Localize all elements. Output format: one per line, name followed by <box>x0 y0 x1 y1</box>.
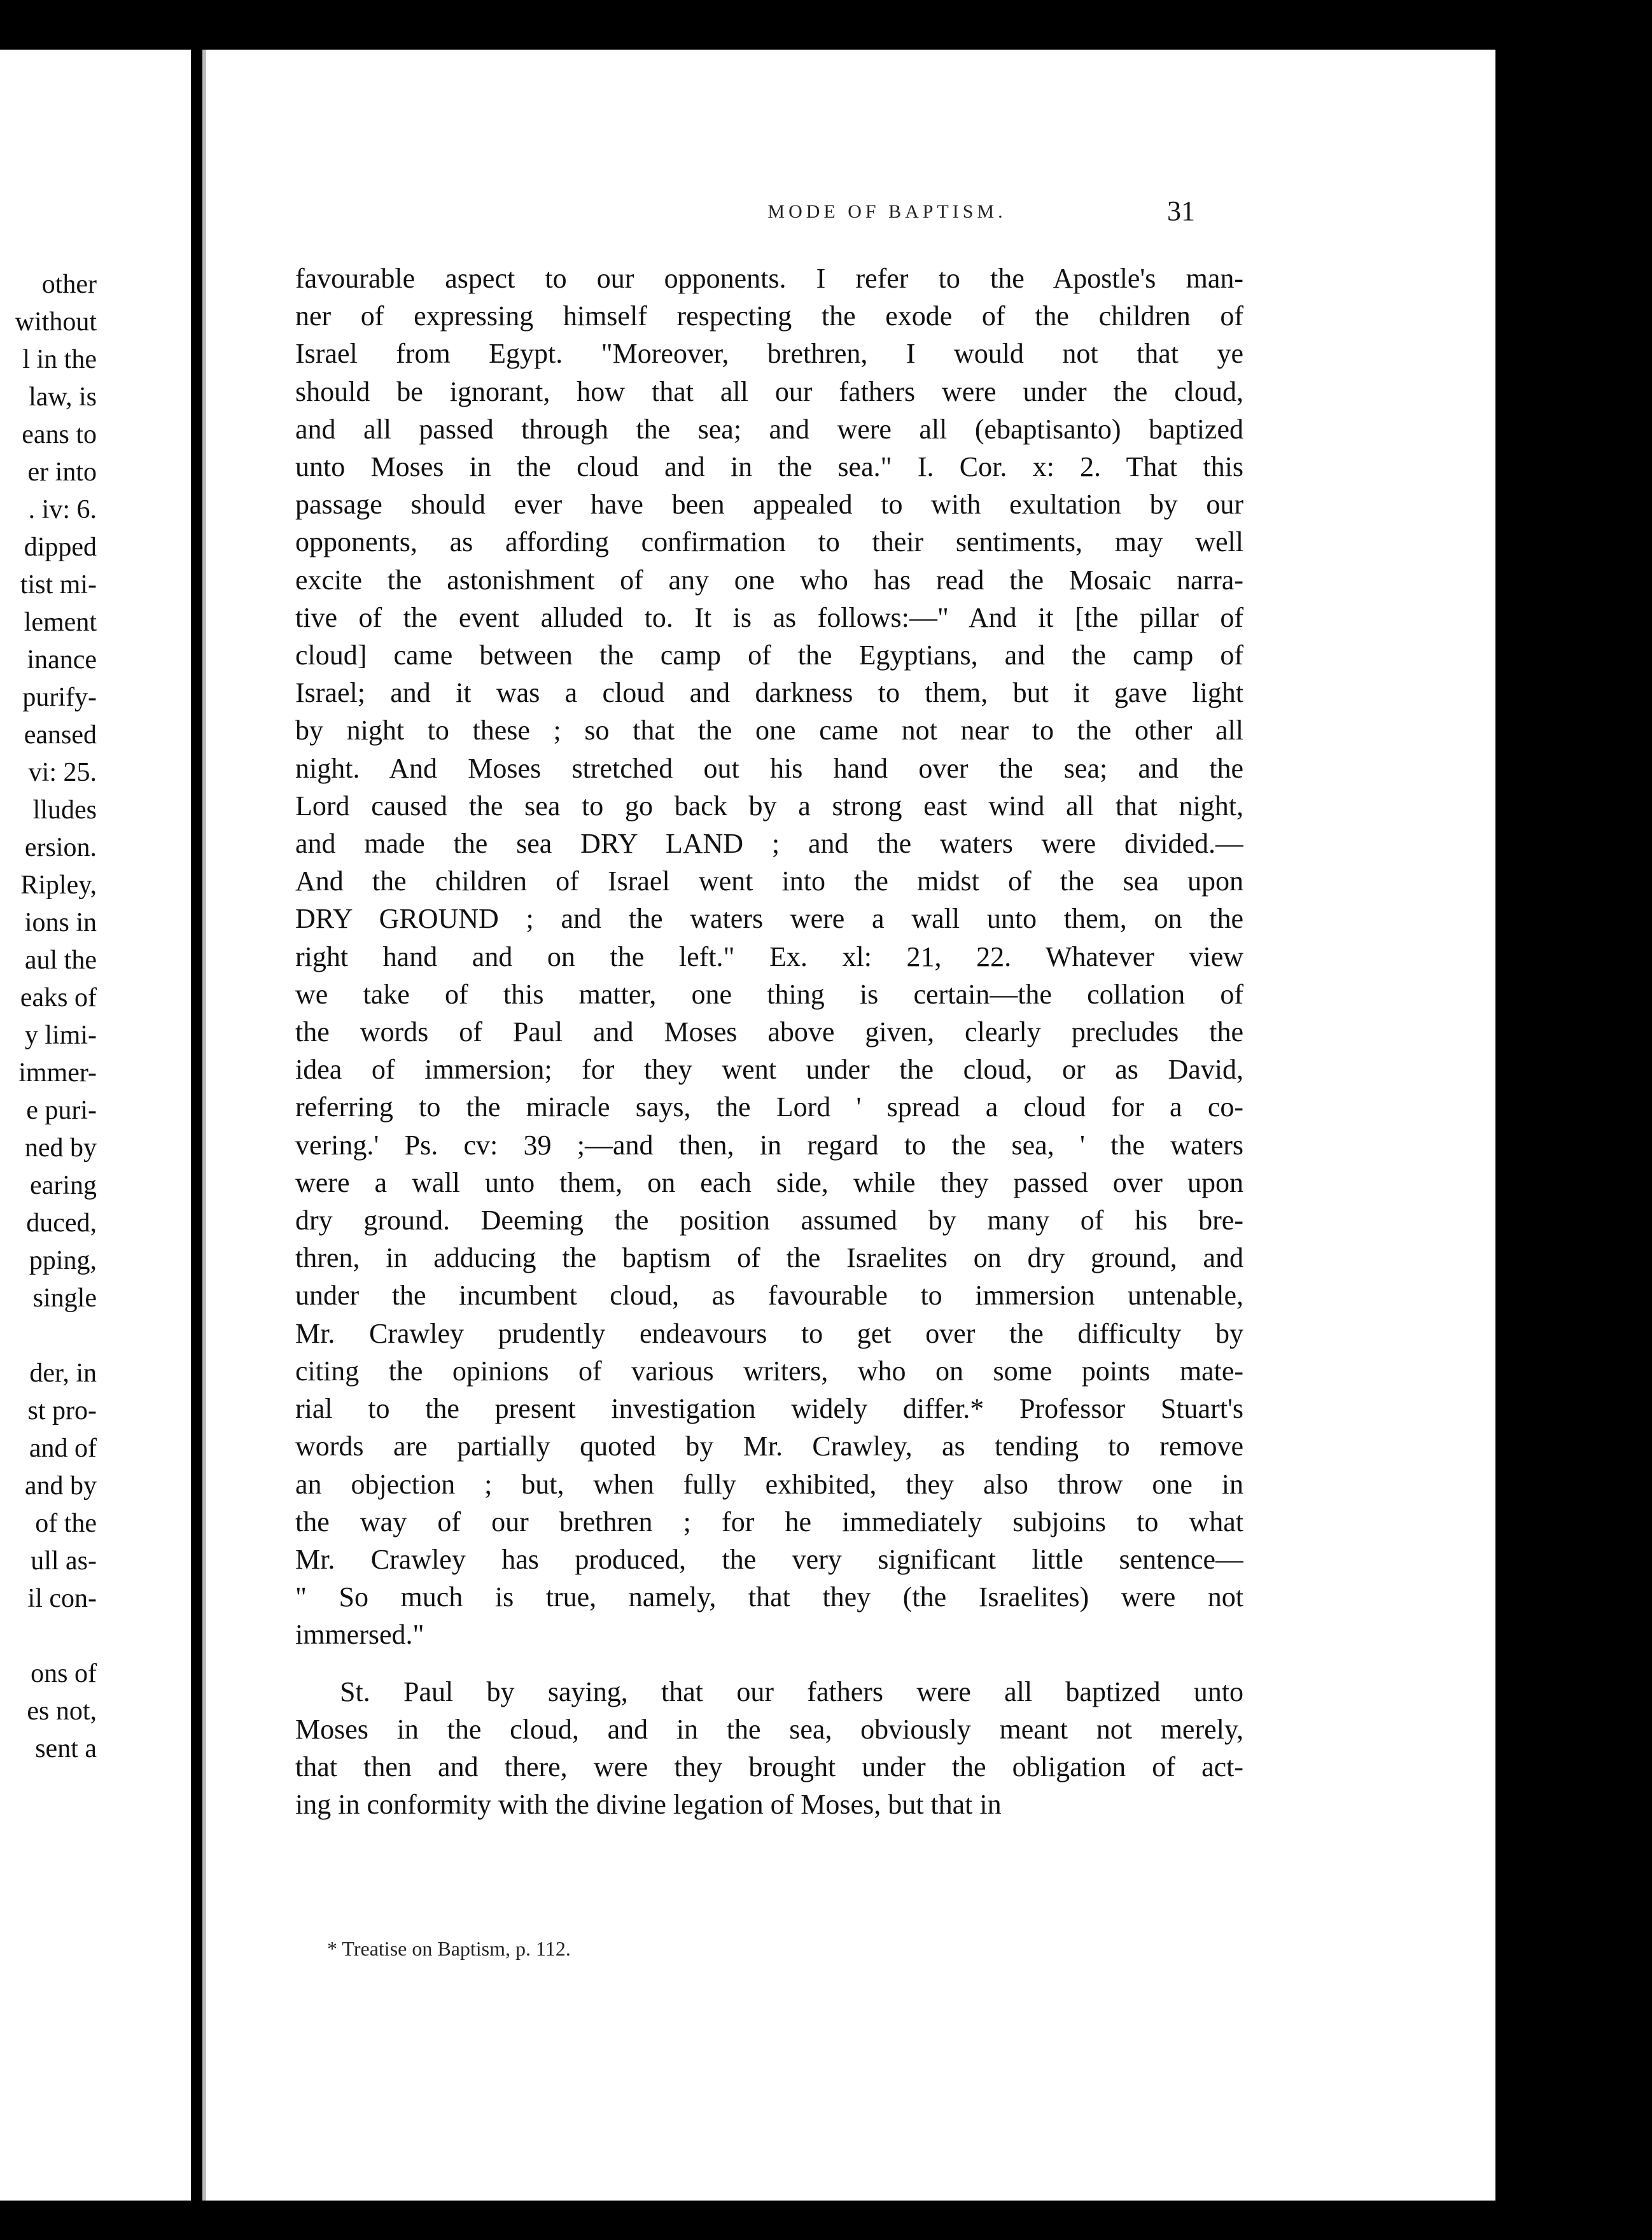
book-gutter <box>191 0 202 2240</box>
left-fragment-line: es not, <box>27 1697 97 1726</box>
left-fragment-line: duced, <box>26 1208 97 1238</box>
text-line: citing the opinions of various writers, who on some points mate- <box>295 1355 1243 1387</box>
text-line: by night to these ; so that the one came not near to the other all <box>295 715 1243 746</box>
left-fragment-line: il con- <box>27 1584 97 1613</box>
text-line: vering.' Ps. cv: 39 ;—and then, in regard to the sea, ' the waters <box>295 1129 1243 1161</box>
left-fragment-line: ned by <box>24 1133 97 1163</box>
left-fragment-line: of the <box>35 1509 97 1538</box>
text-line: words are partially quoted by Mr. Crawley, as tending to remove <box>295 1431 1243 1462</box>
text-line: Moses in the cloud, and in the sea, obviously meant not merely, <box>295 1713 1243 1745</box>
text-line: thren, in adducing the baptism of the Israelites on dry ground, and <box>295 1242 1243 1274</box>
left-fragment-line: ersion. <box>24 833 97 862</box>
left-fragment-line: y limi- <box>24 1021 97 1050</box>
left-fragment-line: eaks of <box>20 983 97 1012</box>
text-line: we take of this matter, one thing is certain—the collation of <box>295 978 1243 1010</box>
text-line: night. And Moses stretched out his hand over the sea; and the <box>295 752 1243 784</box>
text-line: Mr. Crawley has produced, the very significant little sentence— <box>295 1543 1243 1575</box>
left-fragment-line: without <box>15 307 97 337</box>
left-page-text-fragments <box>15 266 97 1768</box>
text-line: idea of immersion; for they went under the cloud, or as David, <box>295 1054 1243 1086</box>
left-fragment-line: . iv: 6. <box>28 495 97 524</box>
left-fragment-line: single <box>32 1284 97 1313</box>
text-line: the way of our brethren ; for he immediately subjoins to what <box>295 1506 1243 1537</box>
left-fragment-line: ons of <box>31 1659 97 1688</box>
text-line: Israel from Egypt. "Moreover, brethren, I would not that ye <box>295 338 1243 370</box>
paper-blemish <box>1345 1704 1403 1774</box>
left-fragment-line: ull as- <box>31 1546 97 1576</box>
left-fragment-line: earing <box>30 1171 97 1200</box>
text-line: tive of the event alluded to. It is as follows:—" And it [the pillar of <box>295 601 1243 633</box>
page-number: 31 <box>1167 195 1195 227</box>
paragraph-1 <box>295 260 1243 1654</box>
left-fragment-line <box>15 1618 97 1655</box>
left-fragment-line: eans to <box>22 420 97 449</box>
left-fragment-line: vi: 25. <box>28 758 97 787</box>
text-line: referring to the miracle says, the Lord ' spread a cloud for a co- <box>295 1091 1243 1123</box>
text-line: Lord caused the sea to go back by a strong east wind all that night, <box>295 790 1243 822</box>
text-line: that then and there, were they brought under the obligation of act- <box>295 1751 1243 1782</box>
left-fragment-line: law, is <box>29 382 97 412</box>
left-fragment-line: er into <box>27 458 97 487</box>
running-title: MODE OF BAPTISM. <box>767 201 1007 222</box>
text-line: dry ground. Deeming the position assumed by many of his bre- <box>295 1205 1243 1236</box>
left-fragment-line: aul the <box>24 946 97 975</box>
text-line: right hand and on the left." Ex. xl: 21, 22. Whatever view <box>295 941 1243 972</box>
left-fragment-line: and of <box>29 1434 97 1463</box>
left-fragment-line: other <box>41 270 97 299</box>
left-fragment-line: pping, <box>29 1246 97 1275</box>
left-fragment-line: der, in <box>29 1359 97 1388</box>
text-line: ing in conformity with the divine legation of Moses, but that in <box>295 1789 1002 1821</box>
text-line: were a wall unto them, on each side, while they passed over upon <box>295 1166 1243 1198</box>
left-fragment-line: st pro- <box>27 1396 97 1425</box>
paragraph-2 <box>295 1673 1243 1824</box>
left-fragment-line: and by <box>24 1471 97 1501</box>
left-fragment-line: eansed <box>24 720 97 750</box>
running-head <box>206 195 1499 239</box>
left-fragment-line: tist mi- <box>20 570 97 599</box>
text-line: Israel; and it was a cloud and darkness to them, but it gave light <box>295 677 1243 709</box>
text-line: rial to the present investigation widely differ.* Professor Stuart's <box>295 1393 1243 1425</box>
text-line: favourable aspect to our opponents. I refer to the Apostle's man- <box>295 263 1243 294</box>
text-line: should be ignorant, how that all our fathers were under the cloud, <box>295 375 1243 407</box>
left-page-fragment <box>0 50 191 2201</box>
footnote: * Treatise on Baptism, p. 112. <box>327 1937 571 1960</box>
text-line: and made the sea DRY LAND ; and the waters were divided.— <box>295 828 1243 860</box>
right-page <box>202 50 1495 2201</box>
text-line: " So much is true, namely, that they (the Israelites) were not <box>295 1581 1243 1613</box>
left-fragment-line: purify- <box>22 683 97 712</box>
text-line: excite the astonishment of any one who has read the Mosaic narra- <box>295 564 1243 596</box>
left-fragment-line: immer- <box>18 1058 97 1088</box>
text-line: passage should ever have been appealed to with exultation by our <box>295 489 1243 521</box>
text-line: cloud] came between the camp of the Egyptians, and the camp of <box>295 640 1243 671</box>
left-fragment-line: lludes <box>32 795 97 825</box>
left-fragment-line: inance <box>27 645 97 675</box>
left-fragment-line: ions in <box>24 908 97 937</box>
text-line: Mr. Crawley prudently endeavours to get over the difficulty by <box>295 1317 1243 1349</box>
body-text <box>295 260 1243 1823</box>
left-fragment-line: e puri- <box>26 1096 97 1125</box>
left-fragment-line <box>15 1317 97 1355</box>
text-line: an objection ; but, when fully exhibited, they also throw one in <box>295 1468 1243 1500</box>
text-line: under the incumbent cloud, as favourable to immersion untenable, <box>295 1280 1243 1312</box>
text-line: opponents, as affording confirmation to their sentiments, may well <box>295 526 1243 558</box>
left-fragment-line: lement <box>24 608 97 637</box>
text-line: and all passed through the sea; and were all (ebaptisanto) baptized <box>295 413 1243 445</box>
text-line: St. Paul by saying, that our fathers were all baptized unto <box>340 1676 1243 1707</box>
text-line: the words of Paul and Moses above given, clearly precludes the <box>295 1016 1243 1048</box>
text-line: ner of expressing himself respecting the exode of the children of <box>295 300 1243 332</box>
text-line: unto Moses in the cloud and in the sea." I. Cor. x: 2. That this <box>295 451 1243 483</box>
text-line: immersed." <box>295 1619 424 1651</box>
left-fragment-line: Ripley, <box>20 871 97 900</box>
left-fragment-line: sent a <box>35 1734 97 1763</box>
left-fragment-line: dipped <box>24 533 97 562</box>
left-fragment-line: l in the <box>22 345 97 374</box>
text-line: And the children of Israel went into the midst of the sea upon <box>295 865 1243 897</box>
text-line: DRY GROUND ; and the waters were a wall unto them, on the <box>295 903 1243 935</box>
